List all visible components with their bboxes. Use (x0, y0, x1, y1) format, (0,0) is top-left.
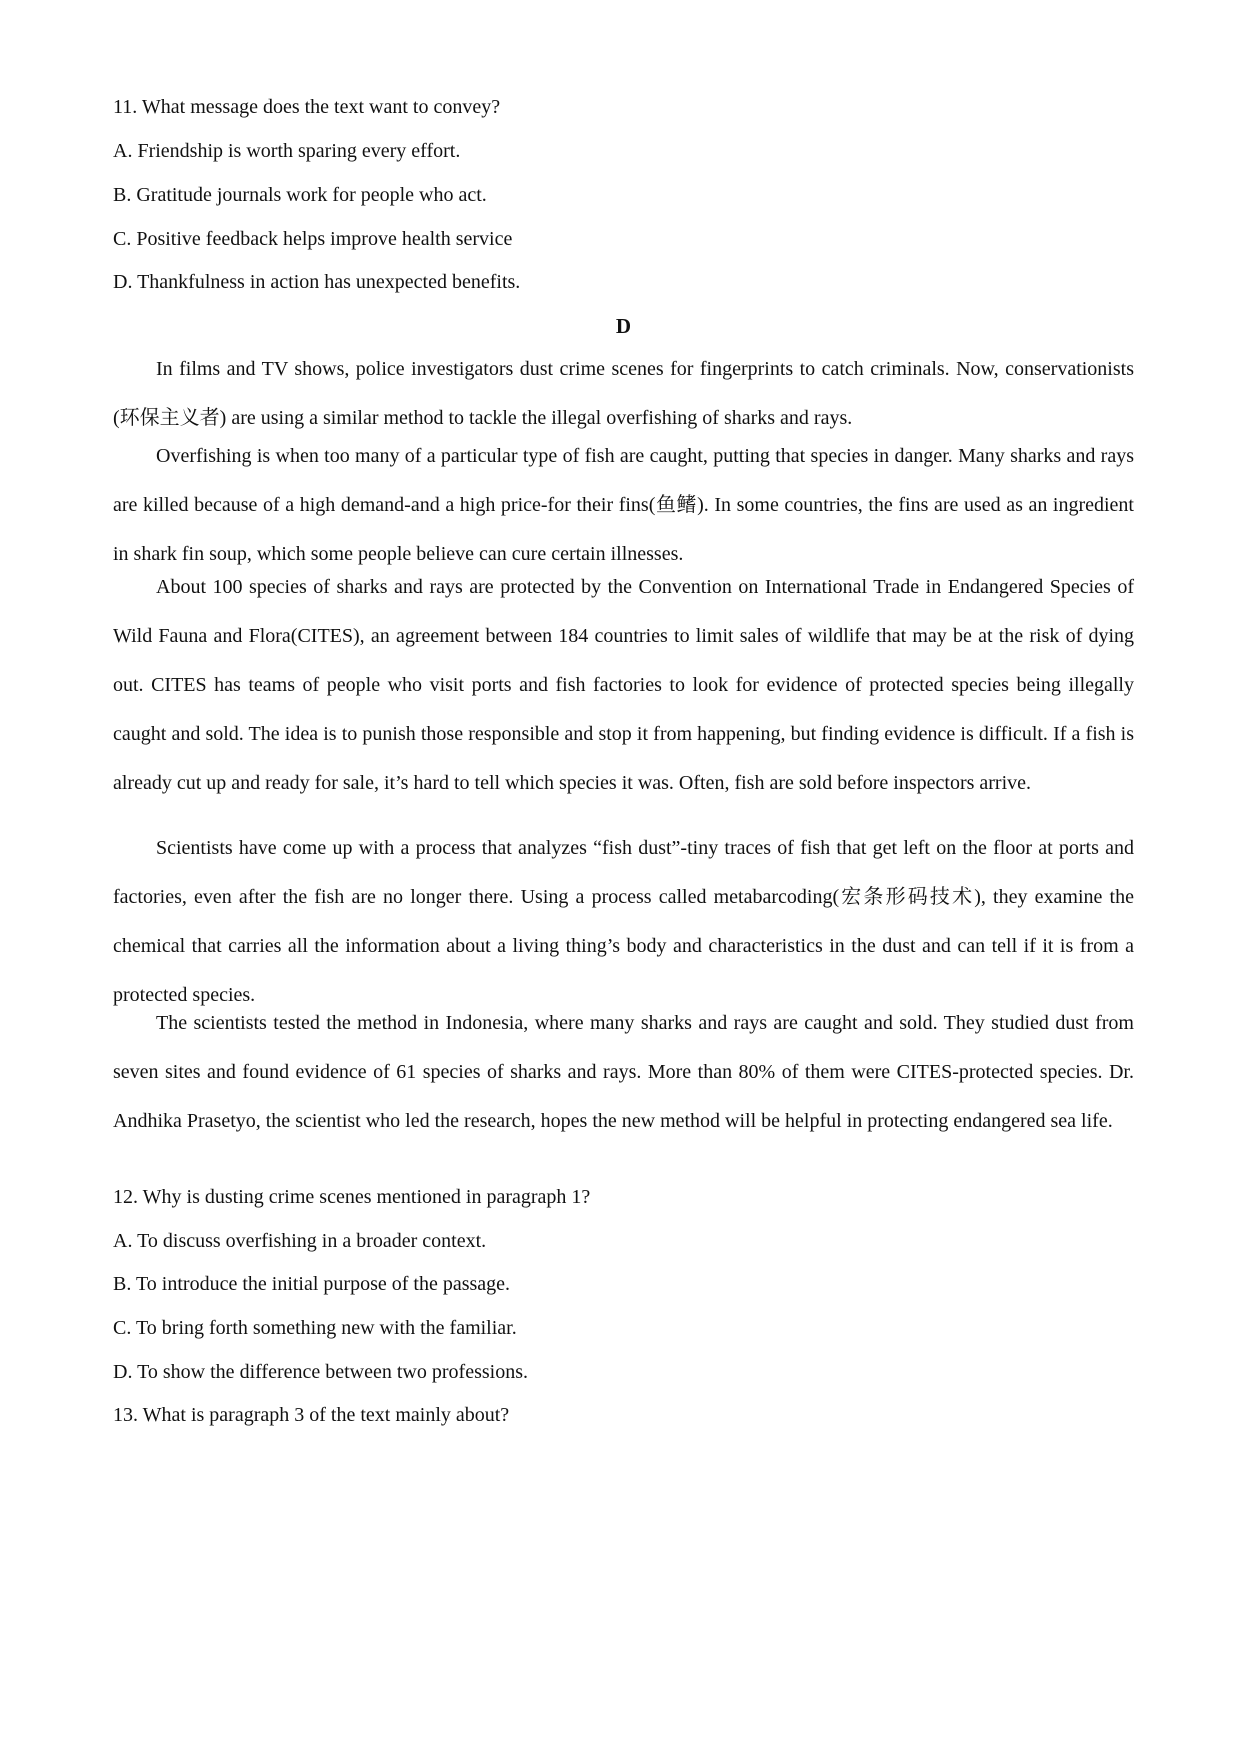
q11-option-a: A. Friendship is worth sparing every effort. (113, 140, 461, 162)
passage-paragraph-3: About 100 species of sharks and rays are protected by the Convention on International Trade in Endangered Species of Wild Fauna and Flora(CITES), an agreement between 184 countries to limit sales of wildlife that may be at the risk of dying out. CITES has teams of people who visit ports and fish factories to look for evidence of protected species being illegally caught and sold. The idea is to punish those responsible and stop it from happening, but finding evidence is difficult. If a fish is already cut up and ready for sale, it’s hard to tell which species it was. Often, fish are sold before inspectors arrive. (113, 576, 1134, 794)
passage-paragraph-4: Scientists have come up with a process that analyzes “fish dust”-tiny traces of fish that get left on the floor at ports and factories, even after the fish are no longer there. Using a process called metabarcoding(宏条形码技术), they examine the chemical that carries all the information about a living thing’s body and characteristics in the dust and can tell if it is from a protected species. (113, 837, 1134, 1006)
question-12: 12. Why is dusting crime scenes mentioned in paragraph 1? (113, 1186, 591, 1208)
q12-option-b: B. To introduce the initial purpose of the passage. (113, 1273, 511, 1295)
section-heading: D (615, 314, 632, 338)
passage-paragraph-5: The scientists tested the method in Indonesia, where many sharks and rays are caught and sold. They studied dust from seven sites and found evidence of 61 species of sharks and rays. More than 80% of them were CITES-protected species. Dr. Andhika Prasetyo, the scientist who led the research, hopes the new method will be helpful in protecting endangered sea life. (113, 1012, 1134, 1132)
q12-option-d: D. To show the difference between two professions. (113, 1361, 528, 1383)
q12-option-c: C. To bring forth something new with the familiar. (113, 1317, 517, 1339)
q11-option-d: D. Thankfulness in action has unexpected benefits. (113, 271, 521, 293)
question-13: 13. What is paragraph 3 of the text mainly about? (113, 1404, 510, 1426)
question-11: 11. What message does the text want to convey? (113, 96, 501, 118)
q11-option-c: C. Positive feedback helps improve health service (113, 228, 513, 250)
q11-option-b: B. Gratitude journals work for people who act. (113, 184, 487, 206)
passage-paragraph-2: Overfishing is when too many of a particular type of fish are caught, putting that species in danger. Many sharks and rays are killed because of a high demand-and a high price-for their fins(鱼鳍). In some countries, the fins are used as an ingredient in shark fin soup, which some people believe can cure certain illnesses. (113, 445, 1134, 565)
q12-option-a: A. To discuss overfishing in a broader context. (113, 1230, 487, 1252)
passage-paragraph-1: In films and TV shows, police investigators dust crime scenes for fingerprints to catch criminals. Now, conservationists (环保主义者) are using a similar method to tackle the illegal overfishing of sharks and rays. (113, 358, 1134, 429)
